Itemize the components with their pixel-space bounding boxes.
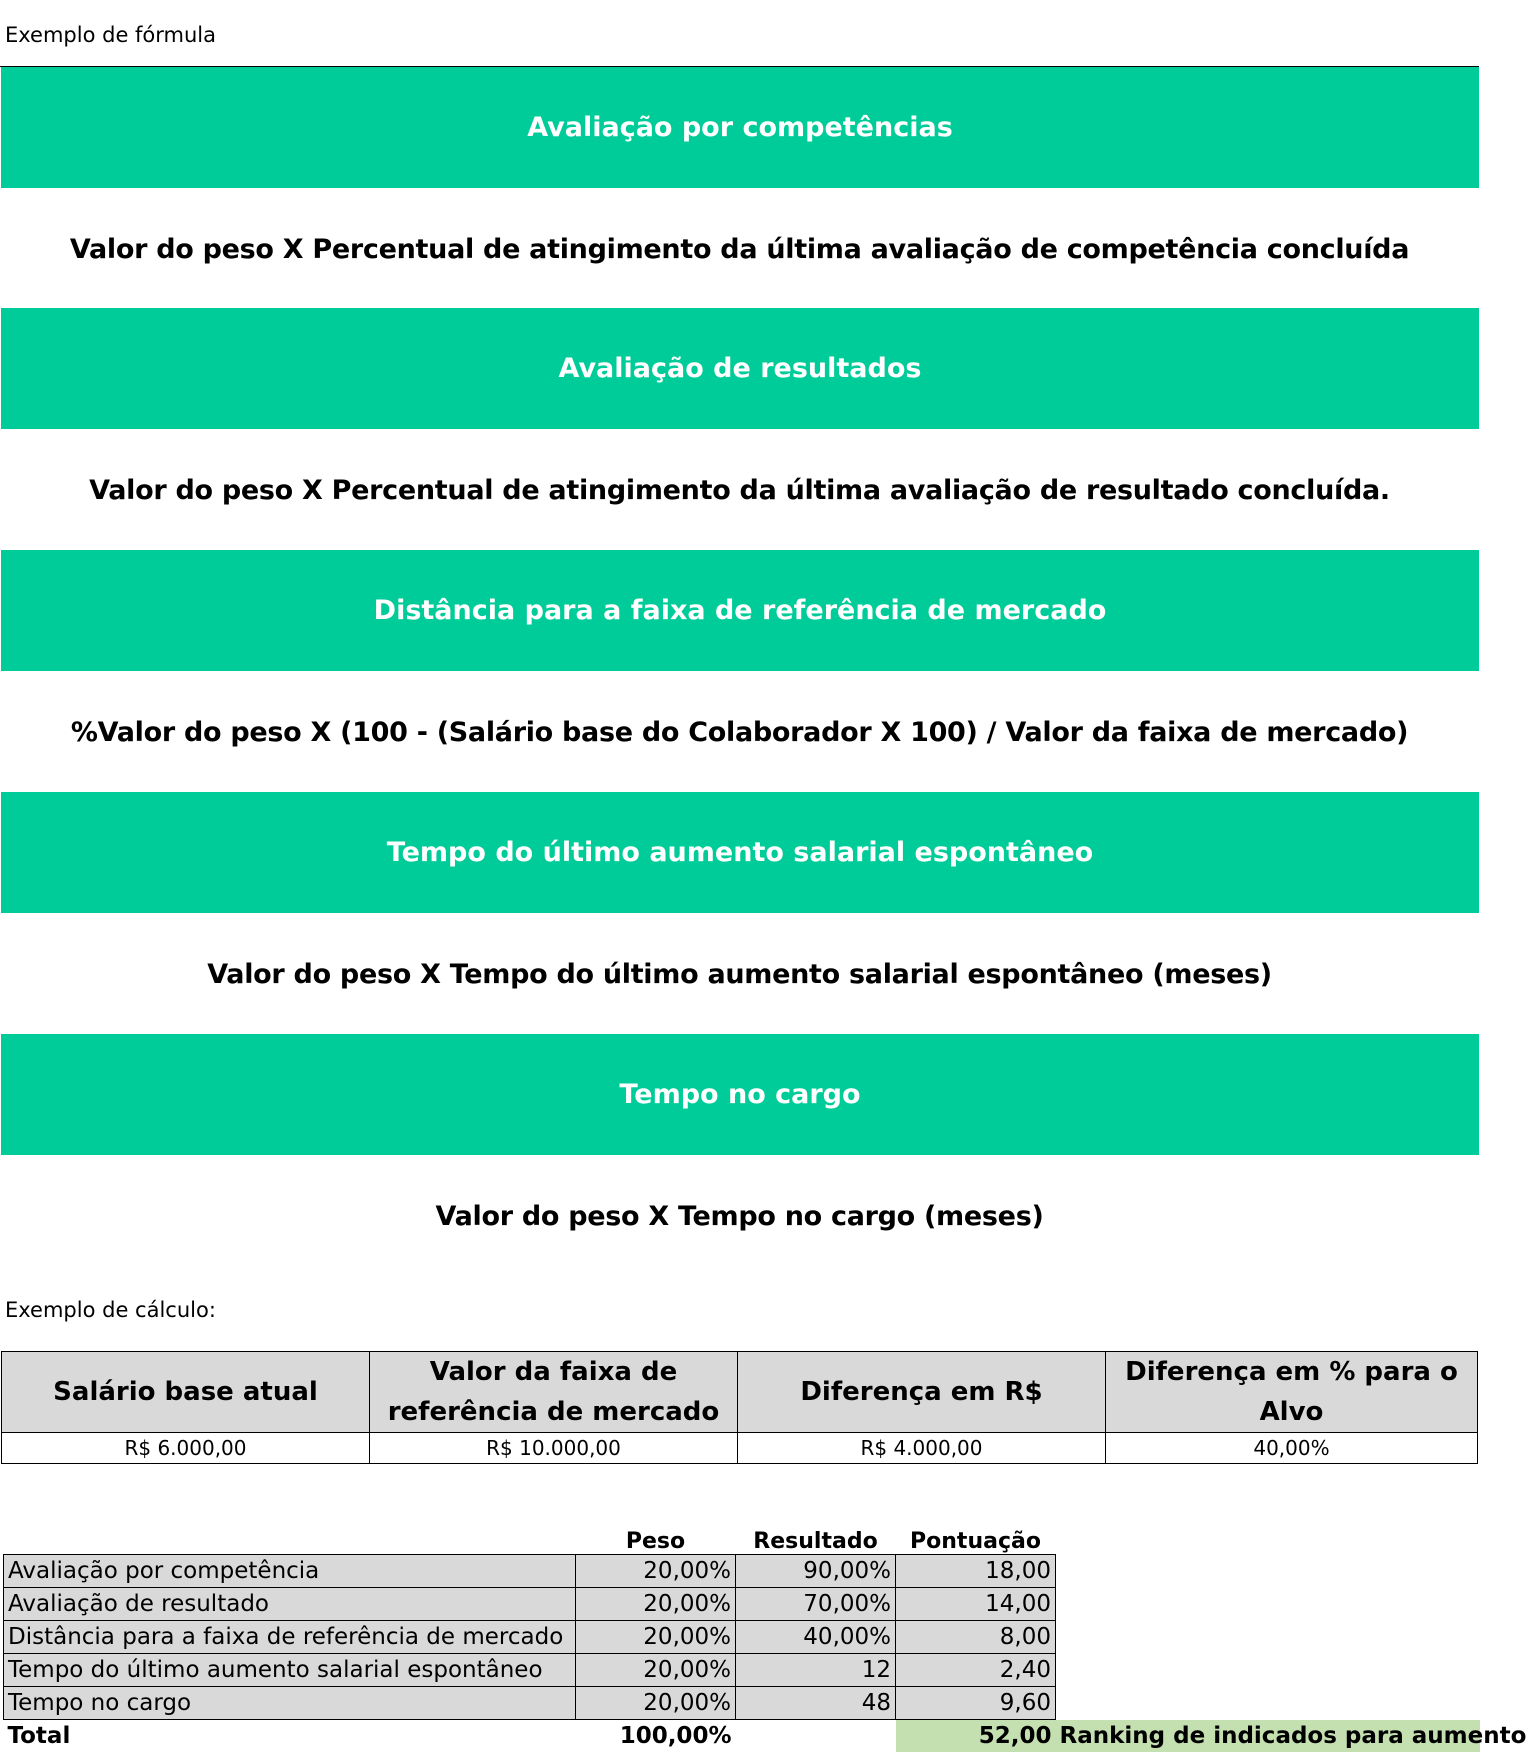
header-peso: Peso <box>625 1529 686 1554</box>
row-peso: 20,00% <box>576 1588 736 1621</box>
row-peso: 20,00% <box>576 1654 736 1687</box>
table-row <box>4 1621 1480 1654</box>
example-table <box>1 1351 1478 1464</box>
table-row <box>4 1555 1480 1588</box>
total-label: Total <box>7 1723 71 1749</box>
example-label: Exemplo de cálculo: <box>5 1298 216 1322</box>
section-formula-ultimo-aumento: Valor do peso X Tempo do último aumento salarial espontâneo (meses) <box>207 958 1272 990</box>
section-formula-faixa-mercado: %Valor do peso X (100 - (Salário base do Colaborador X 100) / Valor da faixa de mercado) <box>70 716 1409 748</box>
section-formula-competencias: Valor do peso X Percentual de atingimento da última avaliação de competência concluída <box>69 233 1410 265</box>
header-resultado: Resultado <box>753 1529 878 1554</box>
section-band-competencias: Avaliação por competências <box>1 67 1479 188</box>
section-band-resultados: Avaliação de resultados <box>1 308 1479 429</box>
ranking-label: Ranking de indicados para aumento <box>1056 1720 1480 1753</box>
section-formula-resultados: Valor do peso X Percentual de atingimento da última avaliação de resultado concluída. <box>89 474 1390 506</box>
value-salario-base: R$ 6.000,00 <box>2 1433 370 1464</box>
row-pontuacao: 2,40 <box>896 1654 1056 1687</box>
value-diferenca-rs: R$ 4.000,00 <box>738 1433 1106 1464</box>
row-peso: 20,00% <box>576 1621 736 1654</box>
row-resultado: 40,00% <box>736 1621 896 1654</box>
row-pontuacao: 9,60 <box>896 1687 1056 1720</box>
total-peso: 100,00% <box>619 1723 732 1749</box>
row-resultado: 70,00% <box>736 1588 896 1621</box>
score-table <box>3 1522 1526 1752</box>
header-pontuacao: Pontuação <box>910 1529 1041 1554</box>
value-diferenca-pct: 40,00% <box>1106 1433 1478 1464</box>
section-band-faixa-mercado: Distância para a faixa de referência de mercado <box>1 550 1479 671</box>
total-row <box>4 1720 1480 1753</box>
row-label: Avaliação por competência <box>4 1555 576 1588</box>
row-label: Tempo no cargo <box>4 1687 576 1720</box>
value-faixa-referencia: R$ 10.000,00 <box>370 1433 738 1464</box>
header-faixa-referencia: Valor da faixa de referência de mercado <box>370 1352 738 1433</box>
header-diferenca-rs: Diferença em R$ <box>738 1352 1106 1433</box>
total-pontuacao: 52,00 <box>896 1720 1056 1753</box>
row-peso: 20,00% <box>576 1687 736 1720</box>
section-band-ultimo-aumento: Tempo do último aumento salarial espontâneo <box>1 792 1479 913</box>
table-row <box>4 1654 1480 1687</box>
row-pontuacao: 8,00 <box>896 1621 1056 1654</box>
row-label: Tempo do último aumento salarial espontâneo <box>4 1654 576 1687</box>
header-salario-base: Salário base atual <box>2 1352 370 1433</box>
row-pontuacao: 14,00 <box>896 1588 1056 1621</box>
formula-heading: Exemplo de fórmula <box>5 23 217 47</box>
row-pontuacao: 18,00 <box>896 1555 1056 1588</box>
row-resultado: 48 <box>736 1687 896 1720</box>
example-header-row <box>2 1352 1478 1433</box>
row-peso: 20,00% <box>576 1555 736 1588</box>
example-value-row <box>2 1433 1478 1464</box>
score-header-row <box>4 1522 1480 1555</box>
row-label: Avaliação de resultado <box>4 1588 576 1621</box>
table-row <box>4 1588 1480 1621</box>
table-row <box>4 1687 1480 1720</box>
row-resultado: 12 <box>736 1654 896 1687</box>
header-diferenca-pct: Diferença em % para o Alvo <box>1106 1352 1478 1433</box>
row-resultado: 90,00% <box>736 1555 896 1588</box>
section-band-tempo-cargo: Tempo no cargo <box>1 1034 1479 1155</box>
row-label: Distância para a faixa de referência de mercado <box>4 1621 576 1654</box>
section-formula-tempo-cargo: Valor do peso X Tempo no cargo (meses) <box>435 1200 1044 1232</box>
